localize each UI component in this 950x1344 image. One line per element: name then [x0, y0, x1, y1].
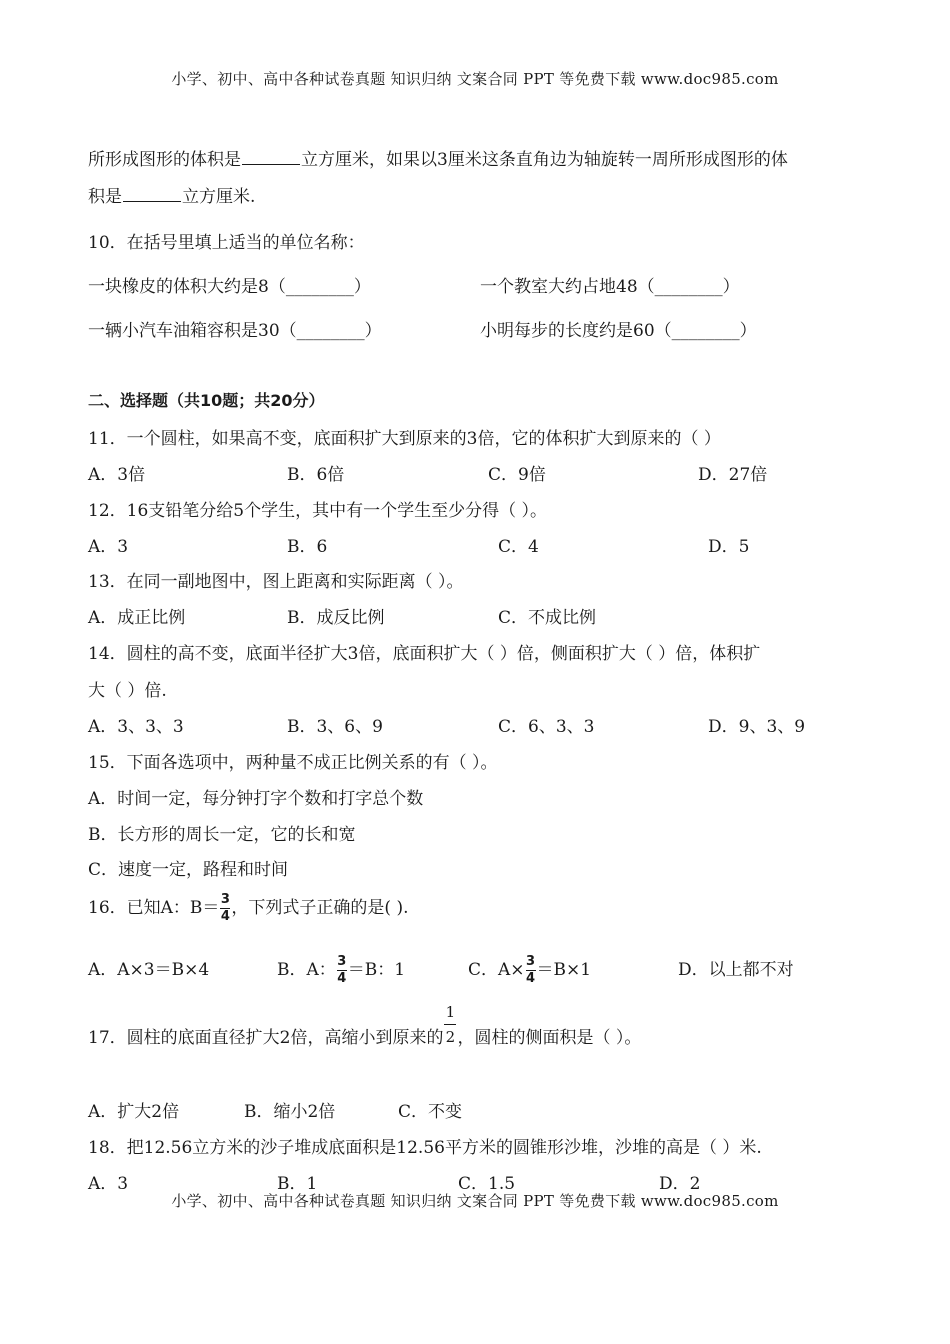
q16-stem-a: 16．已知A：B＝ — [88, 898, 220, 918]
q12-option-c: C．4 — [498, 537, 539, 557]
q18-option-d: D．2 — [659, 1174, 701, 1194]
q16-option-b-fraction — [337, 955, 347, 986]
q14-option-a: A．3、3、3 — [88, 717, 184, 737]
q18-option-b: B．1 — [277, 1174, 318, 1194]
section-title: 二、选择题（共10题；共20分） — [88, 391, 325, 410]
q14-line1: 14．圆柱的高不变，底面半径扩大3倍，底面积扩大（ ）倍，侧面积扩大（ ）倍，体积扩 — [88, 644, 761, 664]
q11-stem: 11．一个圆柱，如果高不变，底面积扩大到原来的3倍，它的体积扩大到原来的（ ） — [88, 429, 721, 449]
q16-option-b — [277, 946, 405, 994]
q14-line2: 大（ ）倍. — [88, 681, 167, 701]
q10-stem: 10．在括号里填上适当的单位名称： — [88, 233, 365, 253]
q9-text-c: 积是 — [88, 187, 122, 207]
q17-stem-b: ，圆柱的侧面积是（ ）。 — [457, 1028, 642, 1048]
q10-item-2: 一个教室大约占地48（________） — [480, 277, 740, 297]
q16-stem — [88, 886, 408, 930]
q14-option-c: C．6、3、3 — [498, 717, 595, 737]
q16-option-b-post: ＝B：1 — [347, 960, 406, 980]
q11-option-c: C．9倍 — [488, 465, 546, 485]
page-header: 小学、初中、高中各种试卷真题 知识归纳 文案合同 PPT 等免费下载 www.doc985.com — [171, 70, 779, 88]
q17-stem — [88, 1003, 642, 1066]
q9-text-d: 立方厘米. — [182, 187, 256, 207]
q13-stem: 13．在同一副地图中，图上距离和实际距离（ ）。 — [88, 572, 464, 592]
q13-option-c: C．不成比例 — [498, 608, 597, 628]
q16-option-c-fraction — [526, 955, 536, 986]
q14-option-d: D．9、3、9 — [708, 717, 806, 737]
q17-frac-num: 1 — [445, 1003, 456, 1021]
q16-option-d: D．以上都不对 — [678, 960, 794, 980]
q16-option-c-den: 4 — [526, 971, 536, 986]
q17-frac-den: 2 — [445, 1028, 456, 1046]
q16-option-b-num: 3 — [337, 954, 347, 969]
q12-stem: 12．16支铅笔分给5个学生，其中有一个学生至少分得（ ）。 — [88, 501, 547, 521]
q16-option-c-num: 3 — [526, 954, 536, 969]
q9-blank-2 — [123, 187, 181, 202]
q17-stem-a: 17．圆柱的底面直径扩大2倍，高缩小到原来的 — [88, 1028, 444, 1048]
q9-line2 — [88, 182, 255, 207]
q12-option-a: A．3 — [88, 537, 129, 557]
q10-item-3: 一辆小汽车油箱容积是30（________） — [88, 321, 382, 341]
q12-option-b: B．6 — [287, 537, 328, 557]
q11-option-d: D．27倍 — [698, 465, 768, 485]
q16-fraction — [220, 893, 230, 924]
q16-option-c — [468, 946, 591, 994]
q10-item-4: 小明每步的长度约是60（________） — [480, 321, 757, 341]
q11-option-a: A．3倍 — [88, 465, 146, 485]
q13-option-b: B．成反比例 — [287, 608, 385, 628]
q12-option-d: D．5 — [708, 537, 750, 557]
q16-option-c-pre: C．A× — [468, 960, 525, 980]
q16-option-c-post: ＝B×1 — [536, 960, 592, 980]
q16-option-a: A．A×3＝B×4 — [88, 960, 210, 980]
q9-text-a: 所形成图形的体积是 — [88, 150, 241, 170]
q18-option-c: C．1.5 — [458, 1174, 516, 1194]
q9-blank-1 — [242, 150, 300, 165]
q15-option-b: B．长方形的周长一定，它的长和宽 — [88, 825, 356, 845]
q16-option-b-den: 4 — [337, 971, 347, 986]
q16-option-b-pre: B．A： — [277, 960, 336, 980]
q17-option-c: C．不变 — [398, 1102, 463, 1122]
q17-option-a: A．扩大2倍 — [88, 1102, 180, 1122]
q13-option-a: A．成正比例 — [88, 608, 186, 628]
q9-text-b: 立方厘米，如果以3厘米这条直角边为轴旋转一周所形成图形的体 — [301, 150, 788, 170]
q16-frac-den: 4 — [220, 909, 230, 924]
q15-stem: 15．下面各选项中，两种量不成正比例关系的有（ ）。 — [88, 753, 498, 773]
q17-fraction — [444, 1003, 456, 1046]
q17-option-b: B．缩小2倍 — [244, 1102, 336, 1122]
q14-option-b: B．3、6、9 — [287, 717, 383, 737]
q18-option-a: A．3 — [88, 1174, 129, 1194]
q15-option-c: C．速度一定，路程和时间 — [88, 860, 289, 880]
q9-line1 — [88, 145, 788, 170]
q11-option-b: B．6倍 — [287, 465, 345, 485]
q15-option-a: A．时间一定，每分钟打字个数和打字总个数 — [88, 789, 424, 809]
q18-stem: 18．把12.56立方米的沙子堆成底面积是12.56平方米的圆锥形沙堆，沙堆的高是（ ）米. — [88, 1138, 762, 1158]
q16-stem-b: ，下列式子正确的是( ). — [231, 898, 409, 918]
q16-frac-num: 3 — [220, 892, 230, 907]
q10-item-1: 一块橡皮的体积大约是8（________） — [88, 277, 371, 297]
page-footer: 小学、初中、高中各种试卷真题 知识归纳 文案合同 PPT 等免费下载 www.doc985.com — [171, 1192, 779, 1210]
